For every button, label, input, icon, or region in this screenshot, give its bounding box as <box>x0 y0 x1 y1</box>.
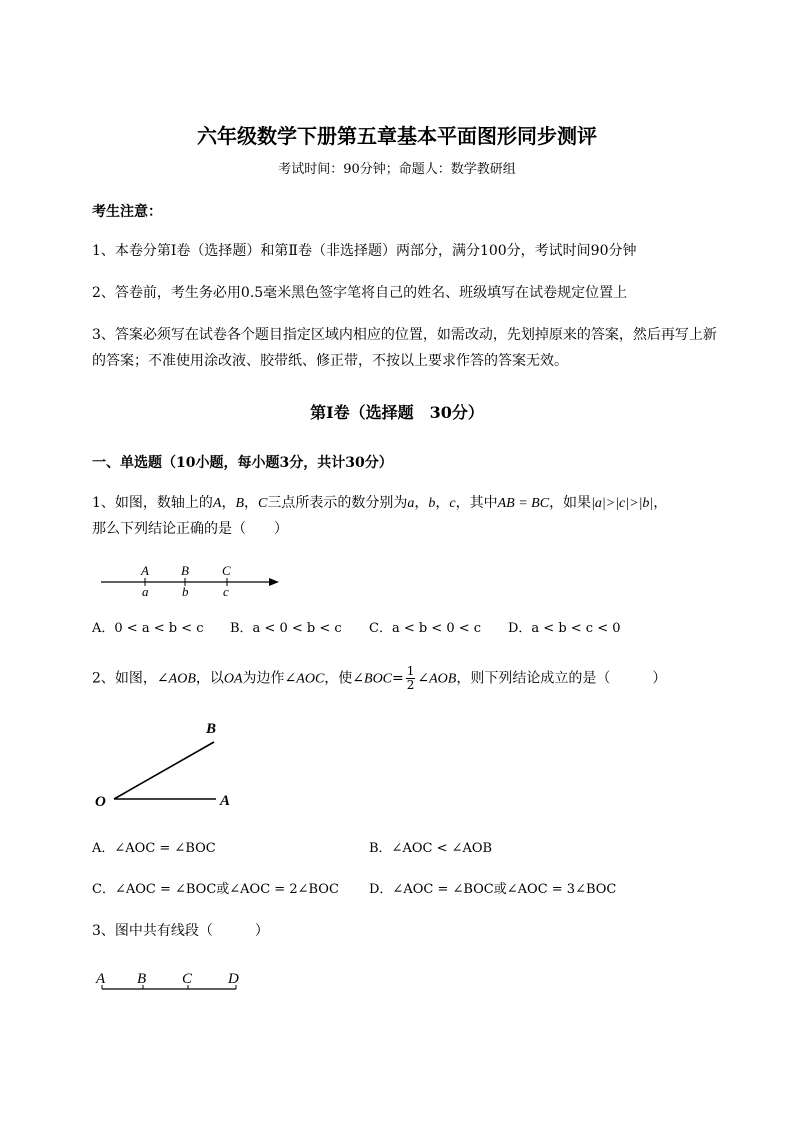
notice-heading: 考生注意： <box>92 204 162 220</box>
question-1-line-2: 那么下列结论正确的是（ ） <box>92 521 288 537</box>
q2-option-d[interactable]: D．∠AOC = ∠BOC或∠AOC = 3∠BOC <box>369 882 617 897</box>
ray-ob <box>114 742 214 799</box>
question-3-text: 3、图中共有线段（ ） <box>92 923 269 939</box>
q2-angle-aoc: ∠AOC <box>284 671 325 687</box>
q1-sep-1: ， <box>221 495 236 511</box>
label-B: B <box>137 971 147 987</box>
q2-option-a[interactable]: A．∠AOC = ∠BOC <box>92 841 216 856</box>
section-subtitle: 一、单选题（10小题，每小题3分，共计30分） <box>92 455 393 471</box>
q1-condition-2: |a|>|c|>|b| <box>591 496 654 511</box>
q1-text-b: 三点所表示的数分别为 <box>267 495 408 511</box>
q1-var-b: b <box>428 496 436 511</box>
label-D: D <box>228 971 239 987</box>
label-A: A <box>96 971 106 987</box>
q2-ray-oa: OA <box>223 671 243 687</box>
label-C: C <box>222 563 231 578</box>
segment-figure <box>90 965 250 997</box>
q1-point-c: C <box>258 496 268 511</box>
q2-angle-boc: ∠BOC <box>352 671 393 687</box>
q1-text-c: ，其中 <box>455 495 498 511</box>
q1-text-a: 1、如图，数轴上的 <box>92 495 213 511</box>
q1-sep-2: ， <box>244 495 259 511</box>
q2-angle-aob: ∠AOB <box>156 671 196 687</box>
angle-figure <box>90 715 250 815</box>
q1-option-b[interactable]: B．a < 0 < b < c <box>230 621 342 636</box>
arrow-head-icon <box>269 578 279 586</box>
q1-var-c: c <box>449 496 456 511</box>
section-title: 第Ⅰ卷（选择题 30分） <box>310 403 484 422</box>
q2-text-5: ，则下列结论成立的是（ ） <box>456 670 667 687</box>
label-B: B <box>206 721 217 737</box>
notice-item-2: 2、答卷前，考生务必用0.5毫米黑色签字笔将自己的姓名、班级填写在试卷规定位置上 <box>92 285 628 301</box>
notice-item-1: 1、本卷分第Ⅰ卷（选择题）和第Ⅱ卷（非选择题）两部分，满分100分，考试时间90分钟 <box>92 243 637 259</box>
label-C: C <box>182 971 193 987</box>
q2-option-b[interactable]: B．∠AOC < ∠AOB <box>369 841 493 856</box>
q1-text-d: ，如果 <box>549 495 592 511</box>
q1-point-a: A <box>212 496 222 511</box>
q1-text-e: ， <box>653 495 668 511</box>
label-O: O <box>95 794 106 810</box>
question-1-line-1 <box>92 490 667 517</box>
notice-item-3-cont: 的答案；不准使用涂改液、胶带纸、修正带，不按以上要求作答的答案无效。 <box>92 353 568 369</box>
q1-sep-4: ， <box>435 495 450 511</box>
q2-equals: = <box>392 670 404 687</box>
notice-item-3: 3、答案必须写在试卷各个题目指定区域内相应的位置，如需改动，先划掉原来的答案，然后再写上新 <box>92 327 717 343</box>
label-A: A <box>220 793 231 809</box>
q2-option-c[interactable]: C．∠AOC = ∠BOC或∠AOC = 2∠BOC <box>92 882 339 897</box>
q2-text-2: ，以 <box>195 670 224 687</box>
label-A: A <box>141 563 149 578</box>
number-line-figure <box>95 560 295 600</box>
q2-fraction-den: 2 <box>406 678 415 692</box>
q2-fraction-num: 1 <box>406 664 415 678</box>
q1-option-a[interactable]: A．0 < a < b < c <box>92 621 204 636</box>
q2-text-1: 2、如图， <box>92 670 157 687</box>
label-c: c <box>223 584 229 599</box>
q2-text-4: ，使 <box>324 670 353 687</box>
q2-text-3: 为边作 <box>242 670 285 687</box>
q2-angle-aob-2: ∠AOB <box>417 671 457 687</box>
q1-option-d[interactable]: D．a < b < c < 0 <box>508 621 621 636</box>
q1-var-a: a <box>407 496 415 511</box>
q1-point-b: B <box>235 496 245 511</box>
label-a: a <box>142 584 149 599</box>
question-2-text <box>92 665 666 693</box>
page-title: 六年级数学下册第五章基本平面图形同步测评 <box>197 124 597 148</box>
q1-sep-3: ， <box>414 495 429 511</box>
exam-info: 考试时间：90分钟；命题人：数学教研组 <box>278 162 516 177</box>
q1-condition-1: AB = BC <box>497 496 550 511</box>
label-b: b <box>182 584 189 599</box>
q1-option-c[interactable]: C．a < b < 0 < c <box>369 621 482 636</box>
label-B: B <box>181 563 189 578</box>
q2-fraction <box>406 665 416 692</box>
